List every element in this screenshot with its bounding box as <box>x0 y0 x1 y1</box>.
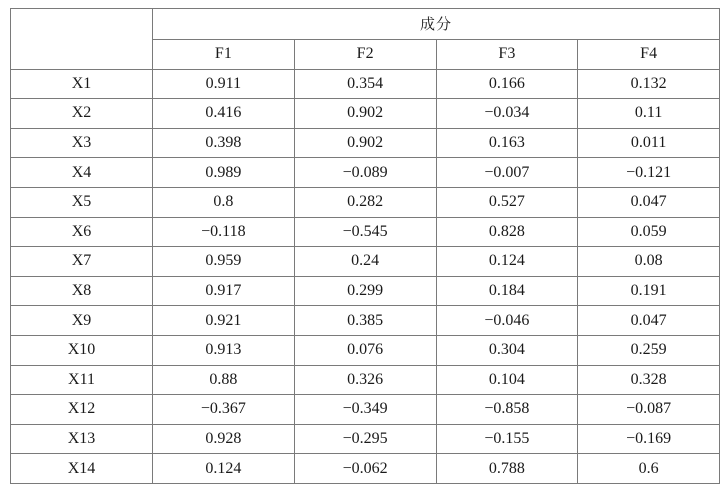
table-row <box>11 99 720 129</box>
cell-value: −0.858 <box>436 395 578 425</box>
cell-value: 0.132 <box>578 69 720 99</box>
row-label: X10 <box>11 335 153 365</box>
row-label: X2 <box>11 99 153 129</box>
cell-value: 0.059 <box>578 217 720 247</box>
cell-value: −0.089 <box>294 158 436 188</box>
cell-value: −0.349 <box>294 395 436 425</box>
row-label: X3 <box>11 128 153 158</box>
cell-value: −0.367 <box>153 395 295 425</box>
cell-value: 0.354 <box>294 69 436 99</box>
component-matrix-table-container <box>10 8 720 484</box>
component-matrix-table <box>10 8 720 484</box>
cell-value: 0.328 <box>578 365 720 395</box>
table-row <box>11 187 720 217</box>
cell-value: −0.034 <box>436 99 578 129</box>
cell-value: −0.545 <box>294 217 436 247</box>
table-row <box>11 365 720 395</box>
cell-value: 0.282 <box>294 187 436 217</box>
row-label: X4 <box>11 158 153 188</box>
cell-value: 0.11 <box>578 99 720 129</box>
column-header-f1: F1 <box>153 40 295 70</box>
cell-value: −0.169 <box>578 424 720 454</box>
cell-value: 0.902 <box>294 128 436 158</box>
cell-value: 0.911 <box>153 69 295 99</box>
cell-value: 0.917 <box>153 276 295 306</box>
corner-cell <box>11 9 153 70</box>
cell-value: 0.08 <box>578 247 720 277</box>
cell-value: 0.184 <box>436 276 578 306</box>
row-label: X7 <box>11 247 153 277</box>
table-row <box>11 247 720 277</box>
cell-value: 0.416 <box>153 99 295 129</box>
table-row <box>11 306 720 336</box>
table-row <box>11 335 720 365</box>
row-label: X8 <box>11 276 153 306</box>
table-row <box>11 217 720 247</box>
cell-value: 0.385 <box>294 306 436 336</box>
cell-value: 0.299 <box>294 276 436 306</box>
cell-value: 0.047 <box>578 306 720 336</box>
cell-value: 0.24 <box>294 247 436 277</box>
cell-value: −0.295 <box>294 424 436 454</box>
table-row <box>11 424 720 454</box>
cell-value: 0.959 <box>153 247 295 277</box>
cell-value: 0.88 <box>153 365 295 395</box>
row-label: X5 <box>11 187 153 217</box>
table-row <box>11 395 720 425</box>
group-header-component: 成分 <box>153 9 720 40</box>
cell-value: 0.913 <box>153 335 295 365</box>
column-header-f4: F4 <box>578 40 720 70</box>
cell-value: 0.124 <box>436 247 578 277</box>
table-row <box>11 454 720 484</box>
cell-value: 0.166 <box>436 69 578 99</box>
cell-value: 0.398 <box>153 128 295 158</box>
cell-value: 0.326 <box>294 365 436 395</box>
group-header-row <box>11 9 720 40</box>
cell-value: −0.121 <box>578 158 720 188</box>
cell-value: 0.259 <box>578 335 720 365</box>
cell-value: −0.046 <box>436 306 578 336</box>
cell-value: 0.163 <box>436 128 578 158</box>
row-label: X9 <box>11 306 153 336</box>
cell-value: 0.6 <box>578 454 720 484</box>
table-row <box>11 128 720 158</box>
row-label: X12 <box>11 395 153 425</box>
table-body <box>11 69 720 483</box>
row-label: X14 <box>11 454 153 484</box>
cell-value: 0.989 <box>153 158 295 188</box>
cell-value: 0.788 <box>436 454 578 484</box>
cell-value: 0.047 <box>578 187 720 217</box>
cell-value: −0.118 <box>153 217 295 247</box>
cell-value: 0.124 <box>153 454 295 484</box>
cell-value: 0.828 <box>436 217 578 247</box>
cell-value: 0.902 <box>294 99 436 129</box>
cell-value: 0.076 <box>294 335 436 365</box>
cell-value: −0.062 <box>294 454 436 484</box>
row-label: X1 <box>11 69 153 99</box>
row-label: X13 <box>11 424 153 454</box>
table-row <box>11 276 720 306</box>
cell-value: 0.191 <box>578 276 720 306</box>
column-header-f3: F3 <box>436 40 578 70</box>
row-label: X11 <box>11 365 153 395</box>
row-label: X6 <box>11 217 153 247</box>
table-row <box>11 158 720 188</box>
cell-value: 0.527 <box>436 187 578 217</box>
cell-value: 0.011 <box>578 128 720 158</box>
cell-value: 0.928 <box>153 424 295 454</box>
cell-value: 0.304 <box>436 335 578 365</box>
cell-value: −0.007 <box>436 158 578 188</box>
column-header-f2: F2 <box>294 40 436 70</box>
cell-value: −0.155 <box>436 424 578 454</box>
cell-value: −0.087 <box>578 395 720 425</box>
table-row <box>11 69 720 99</box>
cell-value: 0.921 <box>153 306 295 336</box>
cell-value: 0.8 <box>153 187 295 217</box>
cell-value: 0.104 <box>436 365 578 395</box>
